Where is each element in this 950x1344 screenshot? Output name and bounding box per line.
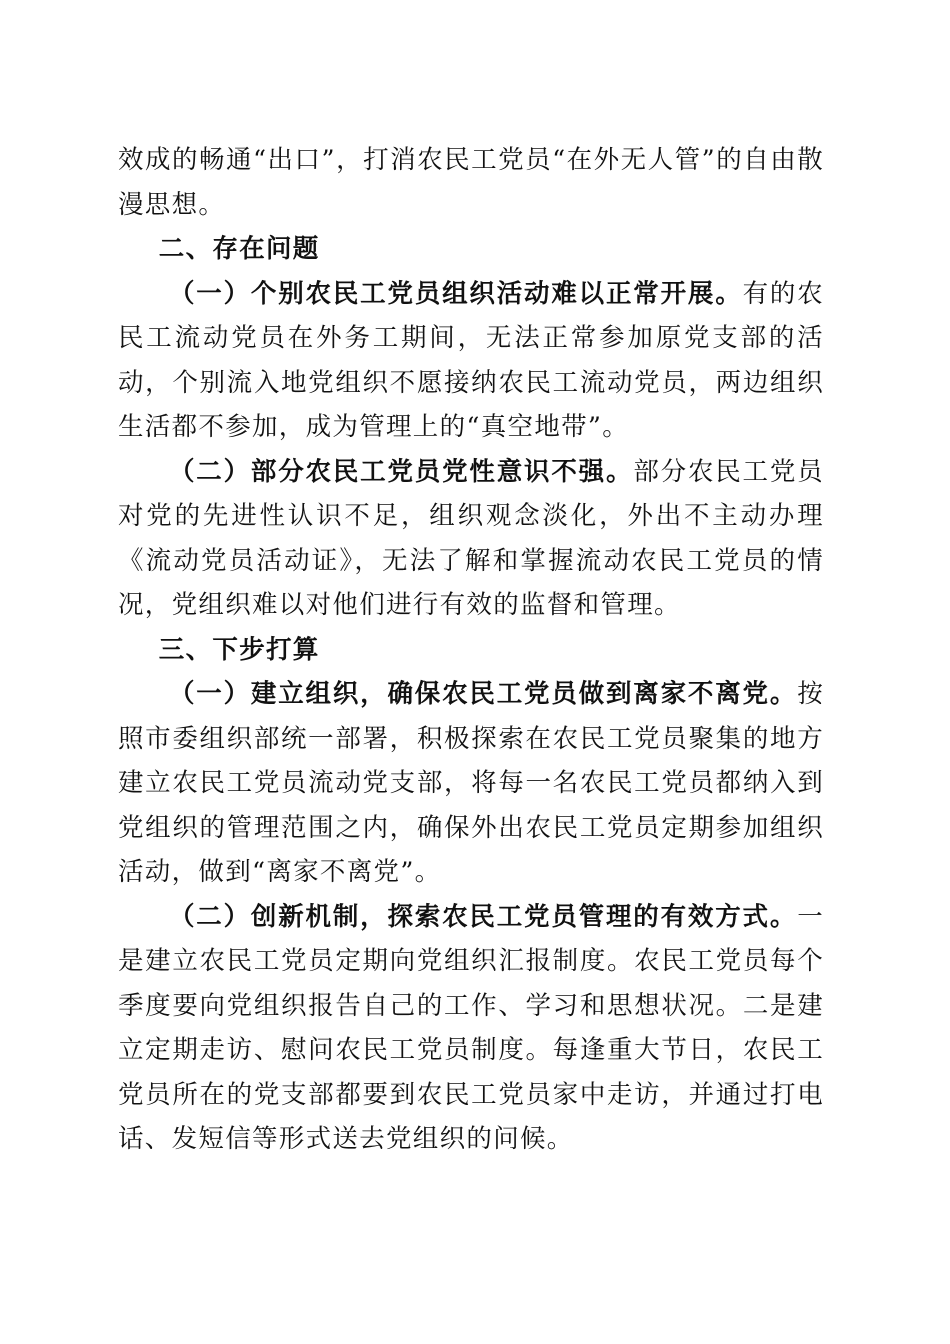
paragraph-body: 一是建立农民工党员定期向党组织汇报制度。农民工党员每个季度要向党组织报告自己的工作、学习和思想状况。二是建立定期走访、慰问农民工党员制度。每逢重大节日，农民工党员所在的党支部都要到农民工党员家中走访，并通过打电话、发短信等形式送去党组织的问候。 <box>118 901 824 1154</box>
paragraph-body: 按照市委组织部统一部署，积极探索在农民工党员聚集的地方建立农民工党员流动党支部，将每一名农民工党员都纳入到党组织的管理范围之内，确保外出农民工党员定期参加组织活动，做到“离家不离党”。 <box>118 679 824 887</box>
paragraph-plan-1 <box>118 672 824 895</box>
paragraph-lead: （二）创新机制，探索农民工党员管理的有效方式。 <box>169 901 798 932</box>
paragraph-problem-2 <box>118 450 824 628</box>
paragraph-body: 有的农民工流动党员在外务工期间，无法正常参加原党支部的活动，个别流入地党组织不愿接纳农民工流动党员，两边组织生活都不参加，成为管理上的“真空地带”。 <box>118 278 824 442</box>
paragraph-body: 部分农民工党员对党的先进性认识不足，组织观念淡化，外出不主动办理《流动党员活动证》，无法了解和掌握流动农民工党员的情况，党组织难以对他们进行有效的监督和管理。 <box>118 456 824 620</box>
paragraph-continuation: 效成的畅通“出口”，打消农民工党员“在外无人管”的自由散漫思想。 <box>118 145 824 220</box>
section-heading-problems: 二、存在问题 <box>158 234 320 264</box>
section-heading-next-steps: 三、下步打算 <box>158 634 320 665</box>
document-page <box>118 138 824 1162</box>
paragraph-lead: （一）个别农民工党员组织活动难以正常开展。 <box>169 278 743 309</box>
paragraph-lead: （二）部分农民工党员党性意识不强。 <box>169 456 634 487</box>
paragraph-lead: （一）建立组织，确保农民工党员做到离家不离党。 <box>169 679 798 709</box>
paragraph-plan-2 <box>118 895 824 1162</box>
paragraph-problem-1 <box>118 272 824 450</box>
